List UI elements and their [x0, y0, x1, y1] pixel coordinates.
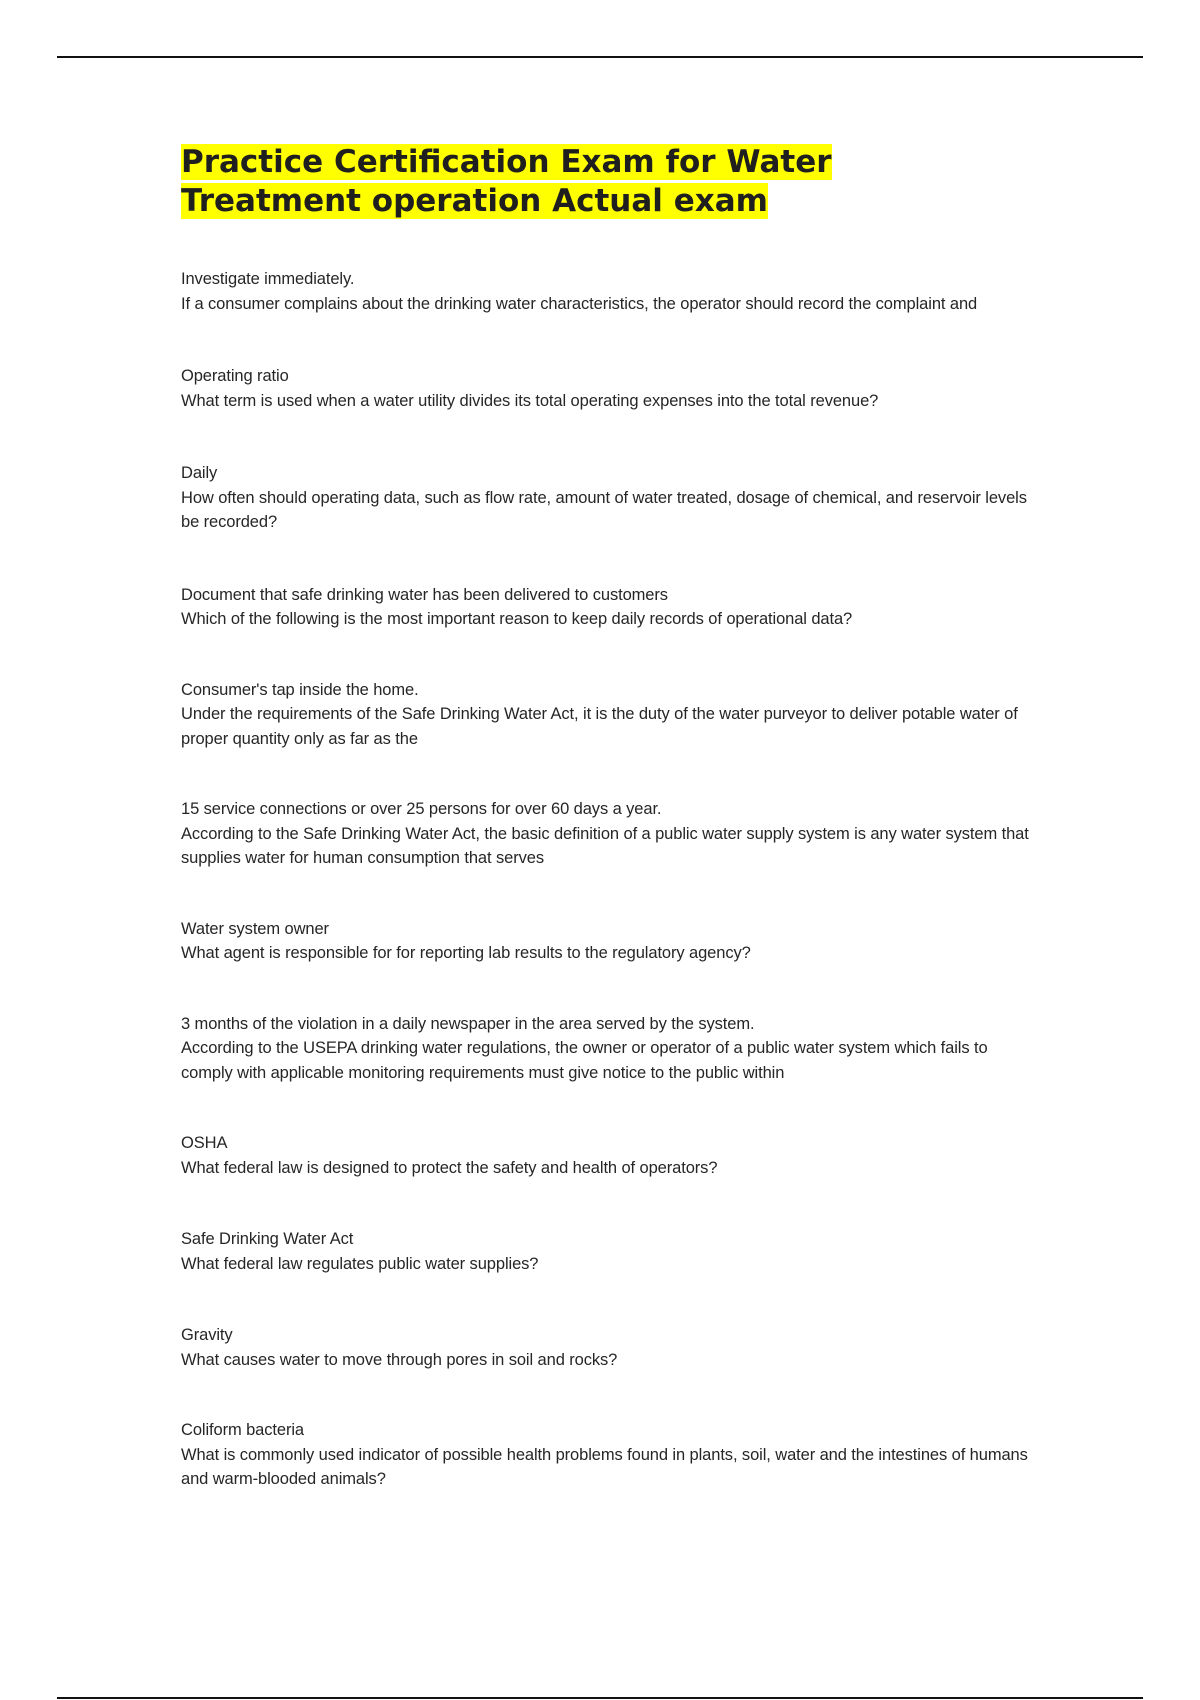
qa-item [181, 461, 1036, 535]
footer-rule [57, 1697, 1143, 1699]
question-text: Under the requirements of the Safe Drinking Water Act, it is the duty of the water purveyor to deliver potable water of proper quantity only as far as the [181, 705, 1018, 748]
qa-item [181, 917, 1036, 966]
document-title [181, 143, 1036, 221]
qa-item [181, 1418, 1036, 1492]
qa-item [181, 364, 1036, 413]
answer-text: Gravity [181, 1326, 233, 1344]
answer-text: Investigate immediately. [181, 270, 355, 288]
question-text: According to the USEPA drinking water regulations, the owner or operator of a public water system which fails to comply with applicable monitoring requirements must give notice to the public within [181, 1039, 988, 1082]
qa-item [181, 678, 1036, 752]
question-text: What causes water to move through pores in soil and rocks? [181, 1350, 618, 1369]
answer-text: Document that safe drinking water has been delivered to customers [181, 585, 668, 604]
answer-text: OSHA [181, 1134, 228, 1152]
question-text: What federal law is designed to protect the safety and health of operators? [181, 1158, 718, 1177]
answer-text: Safe Drinking Water Act [181, 1230, 354, 1248]
question-text: If a consumer complains about the drinking water characteristics, the operator should record the complaint and [181, 294, 978, 313]
qa-item [181, 1012, 1036, 1086]
question-text: Which of the following is the most important reason to keep daily records of operational data? [181, 610, 853, 628]
document-body [181, 143, 1036, 1492]
qa-item [181, 1227, 1036, 1276]
question-text: What federal law regulates public water supplies? [181, 1254, 539, 1273]
title-line-1: Practice Certification Exam for Water [181, 144, 832, 180]
qa-item [181, 1323, 1036, 1372]
title-line-2: Treatment operation Actual exam [181, 183, 768, 219]
qa-item [181, 1131, 1036, 1180]
answer-text: 15 service connections or over 25 persons for over 60 days a year. [181, 800, 662, 818]
answer-text: Daily [181, 464, 218, 482]
question-text: What agent is responsible for for reporting lab results to the regulatory agency? [181, 944, 751, 962]
qa-item [181, 583, 1036, 632]
question-text: According to the Safe Drinking Water Act, the basic definition of a public water supply system is any water system that supplies water for human consumption that serves [181, 824, 1029, 867]
answer-text: Consumer's tap inside the home. [181, 680, 419, 699]
answer-text: Operating ratio [181, 367, 289, 385]
qa-list [181, 267, 1036, 1492]
qa-item [181, 797, 1036, 871]
header-rule [57, 56, 1143, 58]
question-text: How often should operating data, such as flow rate, amount of water treated, dosage of chemical, and reservoir levels be recorded? [181, 488, 1027, 531]
qa-item [181, 267, 1036, 316]
question-text: What is commonly used indicator of possible health problems found in plants, soil, water and the intestines of humans and warm-blooded animals? [181, 1445, 1028, 1488]
question-text: What term is used when a water utility divides its total operating expenses into the total revenue? [181, 391, 879, 410]
answer-text: 3 months of the violation in a daily newspaper in the area served by the system. [181, 1014, 755, 1033]
answer-text: Coliform bacteria [181, 1421, 305, 1439]
answer-text: Water system owner [181, 919, 329, 938]
